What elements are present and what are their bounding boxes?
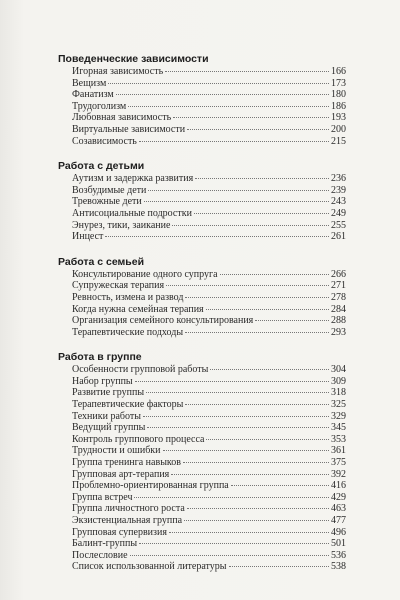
dot-leader <box>184 519 329 521</box>
entry-label: Группа личностного роста <box>72 503 185 515</box>
section-title: Работа в группе <box>58 351 142 364</box>
toc-entry <box>58 269 346 281</box>
entry-page-number: 293 <box>331 326 346 338</box>
entry-label: Ревность, измена и развод <box>72 291 184 303</box>
entry-page-number: 429 <box>331 491 346 503</box>
dot-leader <box>134 496 329 498</box>
entry-label: Ведущий группы <box>72 422 146 434</box>
entry-label: Энурез, тики, заикание <box>72 219 171 231</box>
entry-label: Организация семейного консультирования <box>72 315 254 327</box>
entry-page-number: 243 <box>331 196 346 208</box>
entry-label: Фанатизм <box>72 89 114 101</box>
entry-label: Терапевтические факторы <box>72 399 184 411</box>
entry-label: Контроль группового процесса <box>72 433 205 445</box>
toc-section <box>58 159 346 243</box>
entry-label: Аутизм и задержка развития <box>72 173 194 185</box>
dot-leader <box>185 403 329 405</box>
toc-entry <box>58 527 346 539</box>
toc-entry <box>58 445 346 457</box>
entry-label: Когда нужна семейная терапия <box>72 303 204 315</box>
entry-page-number: 501 <box>331 538 346 550</box>
dot-leader <box>172 224 329 226</box>
toc-entry <box>58 280 346 292</box>
dot-leader <box>163 449 329 451</box>
toc-section <box>58 350 346 573</box>
entry-label: Тревожные дети <box>72 196 142 208</box>
toc-entry <box>58 185 346 197</box>
toc-entry <box>58 538 346 550</box>
entry-page-number: 284 <box>331 303 346 315</box>
entry-label: Консультирование одного супруга <box>72 268 218 280</box>
dot-leader <box>195 177 329 179</box>
dot-leader <box>194 212 329 214</box>
dot-leader <box>116 93 329 95</box>
entry-page-number: 261 <box>331 231 346 243</box>
dot-leader <box>206 438 329 440</box>
entry-page-number: 304 <box>331 364 346 376</box>
toc-entry <box>58 387 346 399</box>
toc-entry <box>58 173 346 185</box>
dot-leader <box>187 128 329 130</box>
dot-leader <box>255 319 329 321</box>
entry-page-number: 186 <box>331 100 346 112</box>
entry-page-number: 345 <box>331 422 346 434</box>
toc-entry <box>58 124 346 136</box>
entry-page-number: 463 <box>331 503 346 515</box>
toc-entry <box>58 469 346 481</box>
entry-page-number: 173 <box>331 77 346 89</box>
toc-entry <box>58 66 346 78</box>
toc-entry <box>58 136 346 148</box>
entry-page-number: 392 <box>331 468 346 480</box>
entry-label: Игорная зависимость <box>72 66 164 77</box>
entry-label: Экзистенциальная группа <box>72 515 183 526</box>
dot-leader <box>108 82 329 84</box>
dot-leader <box>105 235 329 237</box>
entry-page-number: 278 <box>331 291 346 303</box>
toc-entry <box>58 220 346 232</box>
toc-entry <box>58 515 346 527</box>
entry-label: Проблемно-ориентированная группа <box>72 480 229 492</box>
entry-label: Группа тренинга навыков <box>72 457 181 469</box>
entry-page-number: 416 <box>331 480 346 492</box>
toc-entry <box>58 364 346 376</box>
entry-page-number: 375 <box>331 457 346 469</box>
dot-leader <box>146 391 329 393</box>
toc-entry <box>58 208 346 220</box>
toc-entry <box>58 231 346 243</box>
toc-entry <box>58 89 346 101</box>
entry-page-number: 361 <box>331 445 346 457</box>
entry-page-number: 255 <box>331 219 346 231</box>
entry-page-number: 477 <box>331 515 346 526</box>
toc-entry <box>58 327 346 339</box>
entry-page-number: 309 <box>331 375 346 387</box>
entry-label: Особенности групповой работы <box>72 364 209 376</box>
toc-entry <box>58 292 346 304</box>
dot-leader <box>183 461 329 463</box>
toc-entry <box>58 399 346 411</box>
entry-label: Техники работы <box>72 410 141 422</box>
toc-entry <box>58 434 346 446</box>
entry-label: Виртуальные зависимости <box>72 123 186 135</box>
toc-entry <box>58 492 346 504</box>
section-title: Работа с семьей <box>58 255 145 268</box>
entry-label: Возбудимые дети <box>72 184 147 196</box>
entry-page-number: 496 <box>331 526 346 538</box>
entry-page-number: 249 <box>331 207 346 219</box>
entry-label: Список использованной литературы <box>72 561 227 573</box>
toc-entry <box>58 480 346 492</box>
toc-entry <box>58 422 346 434</box>
entry-page-number: 538 <box>331 561 346 573</box>
dot-leader <box>173 116 329 118</box>
dot-leader <box>139 542 329 544</box>
entry-label: Трудоголизм <box>72 100 127 112</box>
entry-label: Трудности и ошибки <box>72 445 161 457</box>
entry-page-number: 266 <box>331 268 346 280</box>
entry-label: Инцест <box>72 231 104 243</box>
entry-page-number: 353 <box>331 433 346 445</box>
entry-label: Терапевтические подходы <box>72 326 184 338</box>
toc-entry <box>58 304 346 316</box>
section-title: Поведенческие зависимости <box>58 53 209 65</box>
dot-leader <box>148 189 329 191</box>
entry-label: Групповая арт-терапия <box>72 468 170 480</box>
entry-label: Групповая супервизия <box>72 526 167 538</box>
toc-entry <box>58 457 346 469</box>
entry-label: Набор группы <box>72 375 133 387</box>
entry-label: Послесловие <box>72 549 128 561</box>
entry-label: Созависимость <box>72 135 137 147</box>
dot-leader <box>231 484 329 486</box>
entry-label: Развитие группы <box>72 387 145 399</box>
entry-label: Вещизм <box>72 77 107 89</box>
dot-leader <box>130 554 329 556</box>
table-of-contents <box>58 52 346 585</box>
toc-entry <box>58 315 346 327</box>
entry-page-number: 536 <box>331 549 346 561</box>
toc-entry <box>58 411 346 423</box>
toc-entry <box>58 101 346 113</box>
entry-page-number: 271 <box>331 280 346 292</box>
toc-entry <box>58 196 346 208</box>
entry-page-number: 236 <box>331 173 346 185</box>
entry-page-number: 288 <box>331 315 346 327</box>
toc-entry <box>58 78 346 90</box>
dot-leader <box>135 380 329 382</box>
dot-leader <box>165 70 329 72</box>
toc-entry <box>58 376 346 388</box>
entry-label: Супружеская терапия <box>72 280 165 292</box>
entry-page-number: 329 <box>331 410 346 422</box>
entry-page-number: 193 <box>331 112 346 124</box>
toc-entry <box>58 550 346 562</box>
entry-page-number: 239 <box>331 184 346 196</box>
dot-leader <box>206 308 329 310</box>
toc-section <box>58 255 346 339</box>
dot-leader <box>128 105 329 107</box>
dot-leader <box>147 426 329 428</box>
toc-section <box>58 52 346 147</box>
dot-leader <box>171 473 329 475</box>
dot-leader <box>169 531 329 533</box>
entry-label: Балинт-группы <box>72 538 138 550</box>
entry-label: Антисоциальные подростки <box>72 207 192 219</box>
dot-leader <box>187 507 329 509</box>
toc-entry <box>58 561 346 573</box>
entry-page-number: 166 <box>331 66 346 77</box>
entry-label: Группа встреч <box>72 491 133 503</box>
entry-label: Любовная зависимость <box>72 112 172 124</box>
dot-leader <box>185 331 329 333</box>
dot-leader <box>143 415 329 417</box>
entry-page-number: 215 <box>331 135 346 147</box>
dot-leader <box>144 200 329 202</box>
entry-page-number: 325 <box>331 399 346 411</box>
dot-leader <box>166 284 329 286</box>
toc-entry <box>58 112 346 124</box>
entry-page-number: 318 <box>331 387 346 399</box>
dot-leader <box>220 273 329 275</box>
entry-page-number: 180 <box>331 89 346 101</box>
entry-page-number: 200 <box>331 123 346 135</box>
toc-entry <box>58 503 346 515</box>
section-title: Работа с детьми <box>58 160 145 173</box>
dot-leader <box>185 296 329 298</box>
dot-leader <box>229 565 330 567</box>
dot-leader <box>210 368 329 370</box>
dot-leader <box>139 140 329 142</box>
